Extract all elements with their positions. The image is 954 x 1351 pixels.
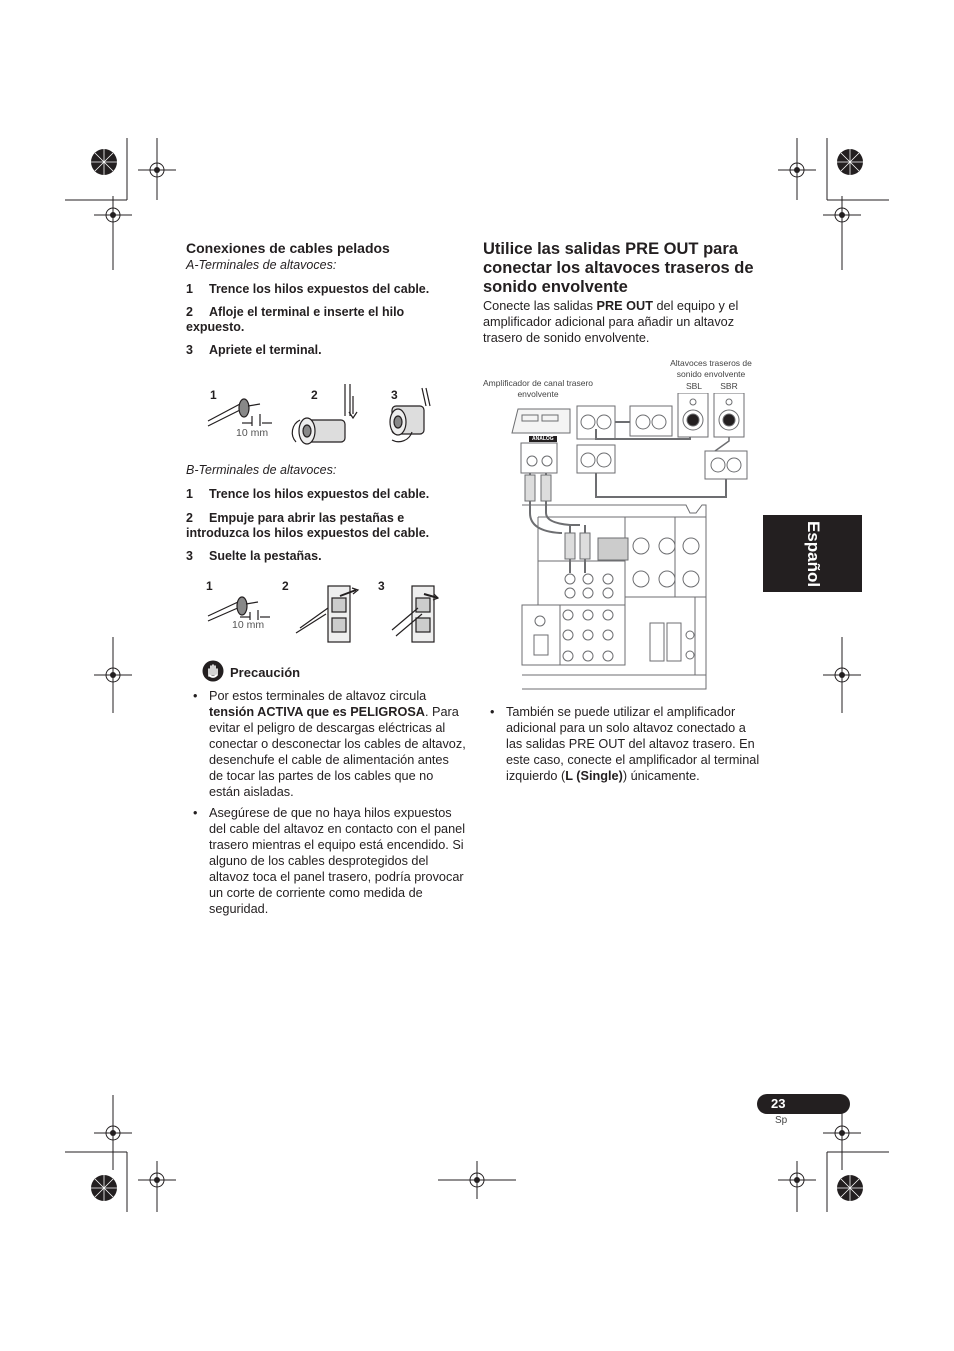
a-fig-mm-label: 10 mm xyxy=(236,427,269,439)
b-fig-label-1: 1 xyxy=(206,579,213,593)
caution-hand-icon xyxy=(202,660,224,682)
page-number-badge: 23 xyxy=(757,1094,850,1114)
caution-list xyxy=(186,688,466,922)
sbl-label: SBL xyxy=(685,381,703,391)
b-fig-label-3: 3 xyxy=(378,579,385,593)
b-step-3: 3 Suelte la pestañas. xyxy=(186,549,322,563)
b-fig-mm-label: 10 mm xyxy=(232,619,265,631)
a-step-2: 2 Afloje el terminal e inserte el hilo expuesto. xyxy=(186,305,405,334)
note-list xyxy=(483,704,761,789)
section-heading: Conexiones de cables pelados xyxy=(186,240,390,256)
b-step-1: 1 Trence los hilos expuestos del cable. xyxy=(186,487,430,501)
caution-title: Precaución xyxy=(230,665,301,680)
b-terminal-illustration xyxy=(200,578,450,650)
rear-speakers-label: Altavoces traseros de sonido envolvente xyxy=(670,358,752,379)
a-step-1: 1 Trence los hilos expuestos del cable. xyxy=(186,282,430,296)
sbr-label: SBR xyxy=(720,381,738,391)
a-fig-label-1: 1 xyxy=(210,388,217,402)
a-fig-label-2: 2 xyxy=(311,388,318,402)
a-fig-label-3: 3 xyxy=(391,388,398,402)
analog-label: ANALOG xyxy=(529,436,557,442)
b-terminals-subtitle: B-Terminales de altavoces: xyxy=(186,463,337,477)
a-terminals-subtitle: A-Terminales de altavoces: xyxy=(186,258,337,272)
amp-label: Amplificador de canal trasero envolvente xyxy=(482,378,594,399)
b-fig-label-2: 2 xyxy=(282,579,289,593)
caution-item-1: • Por estos terminales de altavoz circula tensión ACTIVA que es PELIGROSA. Para evitar el peligro de descargas eléctricas al conectar o desconectar los cables de altavoz, desenchufe el cable de alimentación antes de tocar las partes de los cables que no están aisladas. xyxy=(186,688,466,800)
a-terminal-illustration xyxy=(200,376,450,456)
a-step-3: 3 Apriete el terminal. xyxy=(186,343,322,357)
intro-paragraph: Conecte las salidas PRE OUT del equipo y el amplificador adicional para añadir un altavoz trasero de sonido envolvente. xyxy=(483,299,739,345)
note-item-1: • También se puede utilizar el amplificador adicional para un solo altavoz conectado a las salidas PRE OUT del altavoz trasero. En este caso, conecte el amplificador al terminal izquierdo (L (Single)) únicamente. xyxy=(483,704,761,784)
language-tab: Español xyxy=(763,515,862,592)
connection-diagram xyxy=(510,393,765,693)
page-title: Utilice las salidas PRE OUT para conectar los altavoces traseros de sonido envolvente xyxy=(483,240,754,296)
page-language-code: Sp xyxy=(775,1115,788,1126)
caution-item-2: • Asegúrese de que no haya hilos expuestos del cable del altavoz en contacto con el panel trasero mientras el equipo está encendido. Si alguno de los cables desprotegidos del altavoz toca el panel trasero, podría provocar un corte de corriente como medida de seguridad. xyxy=(186,805,466,917)
b-step-2: 2 Empuje para abrir las pestañas e introduzca los hilos expuestos del cable. xyxy=(186,511,430,540)
